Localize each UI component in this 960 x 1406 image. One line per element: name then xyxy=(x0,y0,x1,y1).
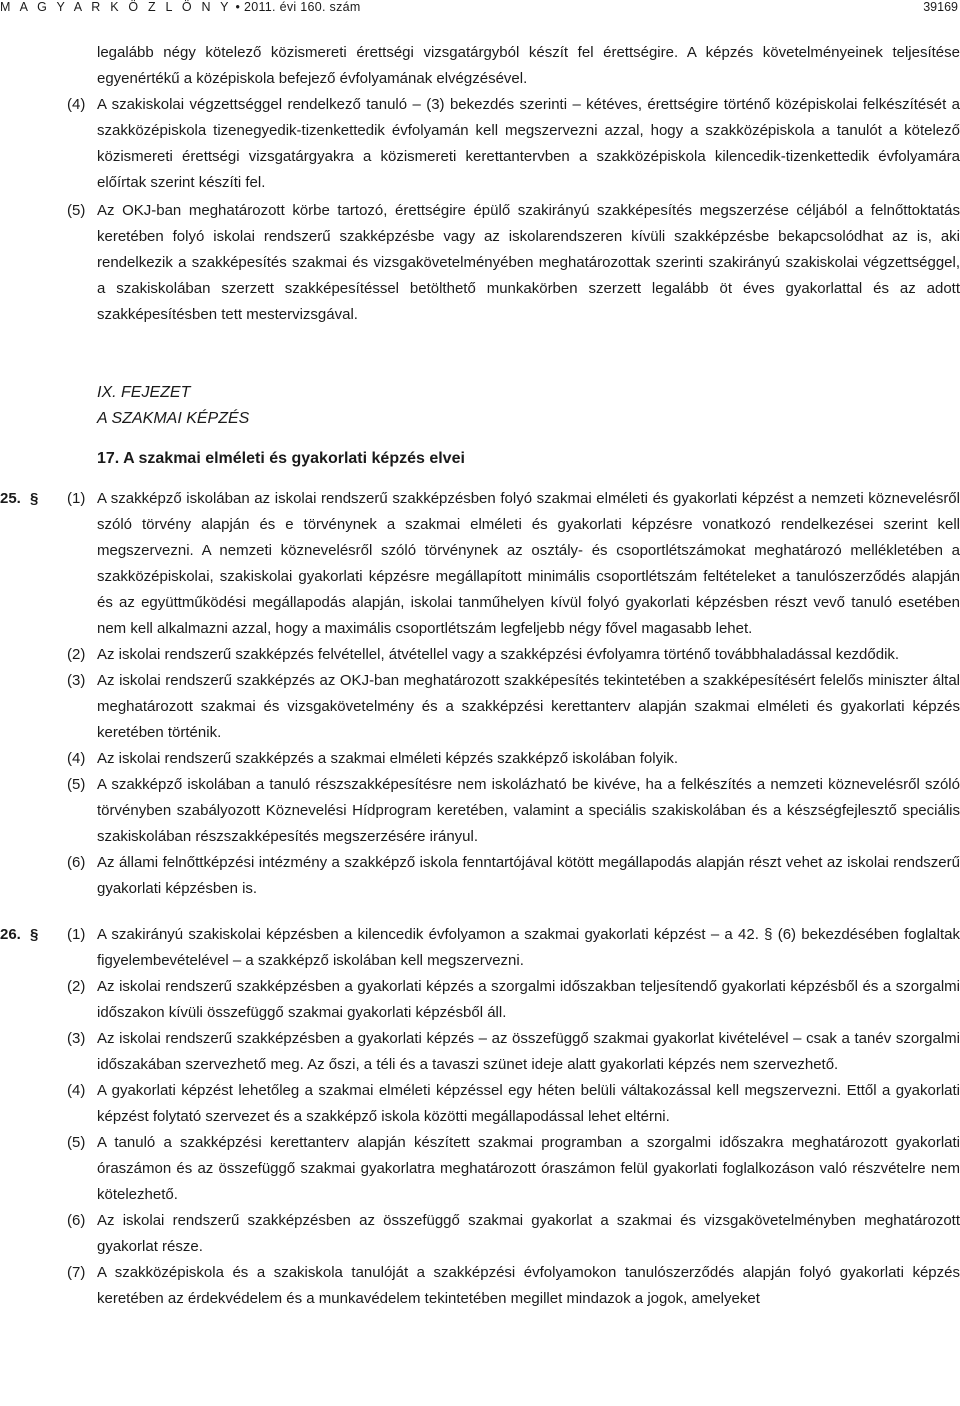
paragraph-number: (4) xyxy=(67,1082,86,1099)
paragraph-text: Az iskolai rendszerű szakképzésben a gyakorlati képzés a szorgalmi időszakban teljesítendő gyakorlati képzésből és a szorgalmi időszakon kívüli összefüggő szakmai gyakorlati képzésből áll. xyxy=(97,978,960,1021)
paragraph-text: Az állami felnőttképzési intézmény a szakképző iskola fenntartójával kötött megállapodás alapján részt vehet az iskolai rendszerű gyakorlati képzésben is. xyxy=(97,854,960,897)
paragraph-text: A gyakorlati képzést lehetőleg a szakmai elméleti képzéssel egy héten belüli váltakozással kell megszervezni. Ettől a gyakorlati képzést folytató szervezet és a szakképző iskola közötti megállapodással lehet eltérni. xyxy=(97,1082,960,1125)
intro-paragraph-5 xyxy=(0,198,960,328)
paragraph-text: Az iskolai rendszerű szakképzés a szakmai elméleti képzés szakképző iskolában folyik. xyxy=(97,750,679,767)
article-26 xyxy=(0,922,960,1312)
paragraph-number: (4) xyxy=(67,96,86,113)
article-26-paragraph xyxy=(67,1208,960,1260)
paragraph-number: (2) xyxy=(67,978,86,995)
page-number: 39169 xyxy=(923,0,958,14)
paragraph-number: (5) xyxy=(67,776,86,793)
paragraph-number: (3) xyxy=(67,1030,86,1047)
issue-label: 2011. évi 160. szám xyxy=(243,0,361,14)
intro-continuation: legalább négy kötelező közismereti érettségi vizsgatárgyból készít fel érettségire. A képzés követelményeinek teljesítése egyenértékű a középiskola befejező évfolyamának elvégzésével. xyxy=(97,44,960,87)
journal-name: M A G Y A R K Ö Z L Ö N Y xyxy=(0,0,232,14)
paragraph-number: (1) xyxy=(67,490,86,507)
paragraph-number: (6) xyxy=(67,854,86,871)
article-26-paragraph xyxy=(67,974,960,1026)
article-25-paragraph xyxy=(67,772,960,850)
section-title: 17. A szakmai elméleti és gyakorlati képzés elvei xyxy=(97,450,465,467)
paragraph-text: Az iskolai rendszerű szakképzés felvétellel, átvétellel vagy a szakképzési évfolyamra történő továbbhaladással kezdődik. xyxy=(97,646,900,663)
paragraph-number: (5) xyxy=(67,202,86,219)
article-26-paragraph xyxy=(67,922,960,974)
paragraph-text: A szakképző iskolában a tanuló részszakképesítésre nem iskolázható be kivéve, ha a felkészítés a nemzeti köznevelésről szóló törvényben szabályozott Köznevelési Hídprogram keretében, valamint a speciális szakiskolában és a készségfejlesztő speciális szakiskolában részszakképesítés megszerzésére irányul. xyxy=(97,776,960,845)
chapter-title: A SZAKMAI KÉPZÉS xyxy=(97,410,250,427)
article-number: 26. xyxy=(0,926,21,943)
section-symbol: § xyxy=(30,926,39,943)
article-25-paragraph xyxy=(67,668,960,746)
page-header xyxy=(0,0,960,18)
paragraph-text: A szakiskolai végzettséggel rendelkező tanuló – (3) bekezdés szerinti – kétéves, érettségire történő középiskolai felkészítését a szakközépiskola tizenegyedik-tizenkettedik évfolyamán kell megszervezni azzal, hogy a szakközépiskola a tanulót a kötelező közismereti érettségi vizsgatárgyakra a közismereti kerettantervben a szakközépiskola kilencedik-tizenkettedik évfolyamára előírtak szerint készíti fel. xyxy=(97,96,960,191)
article-26-paragraph xyxy=(67,1130,960,1208)
chapter-number: IX. FEJEZET xyxy=(97,384,191,401)
paragraph-number: (6) xyxy=(67,1212,86,1229)
paragraph-text: A szakirányú szakiskolai képzésben a kilencedik évfolyamon a szakmai gyakorlati képzést – a 42. § (6) bekezdésében foglaltak figyelembevételével – a szakképző iskolában kell megszervezni. xyxy=(97,926,960,969)
article-25-paragraph xyxy=(67,486,960,642)
article-26-paragraph xyxy=(67,1026,960,1078)
article-25 xyxy=(0,486,960,902)
paragraph-number: (4) xyxy=(67,750,86,767)
article-25-paragraph xyxy=(67,746,960,772)
article-number: 25. xyxy=(0,490,21,507)
article-25-paragraph xyxy=(67,850,960,902)
article-26-paragraph xyxy=(67,1078,960,1130)
paragraph-number: (2) xyxy=(67,646,86,663)
paragraph-text: A tanuló a szakképzési kerettanterv alapján készített szakmai programban a szorgalmi időszakra meghatározott gyakorlati óraszámon és az összefüggő szakmai gyakorlatra meghatározott óraszámon felül gyakorlati foglalkozáson való részvételre nem kötelezhető. xyxy=(97,1134,960,1203)
paragraph-text: Az iskolai rendszerű szakképzésben az összefüggő szakmai gyakorlat a szakmai és vizsgakövetelményben meghatározott gyakorlat része. xyxy=(97,1212,960,1255)
paragraph-text: A szakközépiskola és a szakiskola tanulóját a szakképzési évfolyamokon tanulószerződés alapján folyó gyakorlati képzés keretében az érdekvédelem és a munkavédelem tekintetében megillet mindazok a jogok, amelyeket xyxy=(97,1264,960,1307)
paragraph-text: Az iskolai rendszerű szakképzés az OKJ-ban meghatározott szakképesítés tekintetében a szakképesítésért felelős miniszter által meghatározott szakmai és vizsgakövetelmény és a szakképzési kerettanterv alapján szakmai elméleti és gyakorlati képzés keretében történik. xyxy=(97,672,960,741)
paragraph-number: (1) xyxy=(67,926,86,943)
paragraph-text: Az iskolai rendszerű szakképzésben a gyakorlati képzés – az összefüggő szakmai gyakorlat kivételével – csak a tanév szorgalmi időszakában szervezhető meg. Az őszi, a téli és a tavaszi szünet ideje alatt gyakorlati képzés nem szervezhető. xyxy=(97,1030,960,1073)
paragraph-text: A szakképző iskolában az iskolai rendszerű szakképzésben folyó szakmai elméleti és gyakorlati képzést a nemzeti köznevelésről szóló törvény alapján és e törvénynek a szakmai elméleti és gyakorlati képzésre vonatkozó rendelkezései szerint kell megszervezni. A nemzeti köznevelésről szóló törvénynek az osztály- és csoportlétszámokat meghatározó mellékletében a szakközépiskolai, szakiskolai gyakorlati képzésre megállapított minimális csoportlétszám feltételeket a tanulószerződés alapján és az együttműködési megállapodás alapján, iskolai tanműhelyen kívül folyó gyakorlati képzésben részt vevő tanuló esetében nem kell alkalmazni azzal, hogy a maximális csoportlétszám legfeljebb négy fővel magasabb lehet. xyxy=(97,490,960,637)
article-26-paragraph xyxy=(67,1260,960,1312)
intro-paragraph-4 xyxy=(0,92,960,196)
article-25-paragraph xyxy=(67,642,960,668)
section-symbol: § xyxy=(30,490,39,507)
paragraph-text: Az OKJ-ban meghatározott körbe tartozó, érettségire épülő szakirányú szakképesítés megszerzése céljából a felnőttoktatás keretében folyó iskolai rendszerű szakképzésbe vagy az iskolarendszeren kívüli szakképzésbe bekapcsolódhat az is, aki rendelkezik a szakképesítés szakmai és vizsgakövetelményében meghatározottak szerinti szakirányú szakiskolai végzettséggel, a szakiskolában szerzett szakképesítéssel betölthető munkakörben szerzett legalább öt éves gyakorlattal és az adott szakképesítésben tett mestervizsgával. xyxy=(97,202,960,323)
header-bullet: • xyxy=(235,0,241,14)
document-body xyxy=(0,40,960,1312)
paragraph-number: (3) xyxy=(67,672,86,689)
paragraph-number: (5) xyxy=(67,1134,86,1151)
paragraph-number: (7) xyxy=(67,1264,86,1281)
header-left xyxy=(0,0,361,14)
